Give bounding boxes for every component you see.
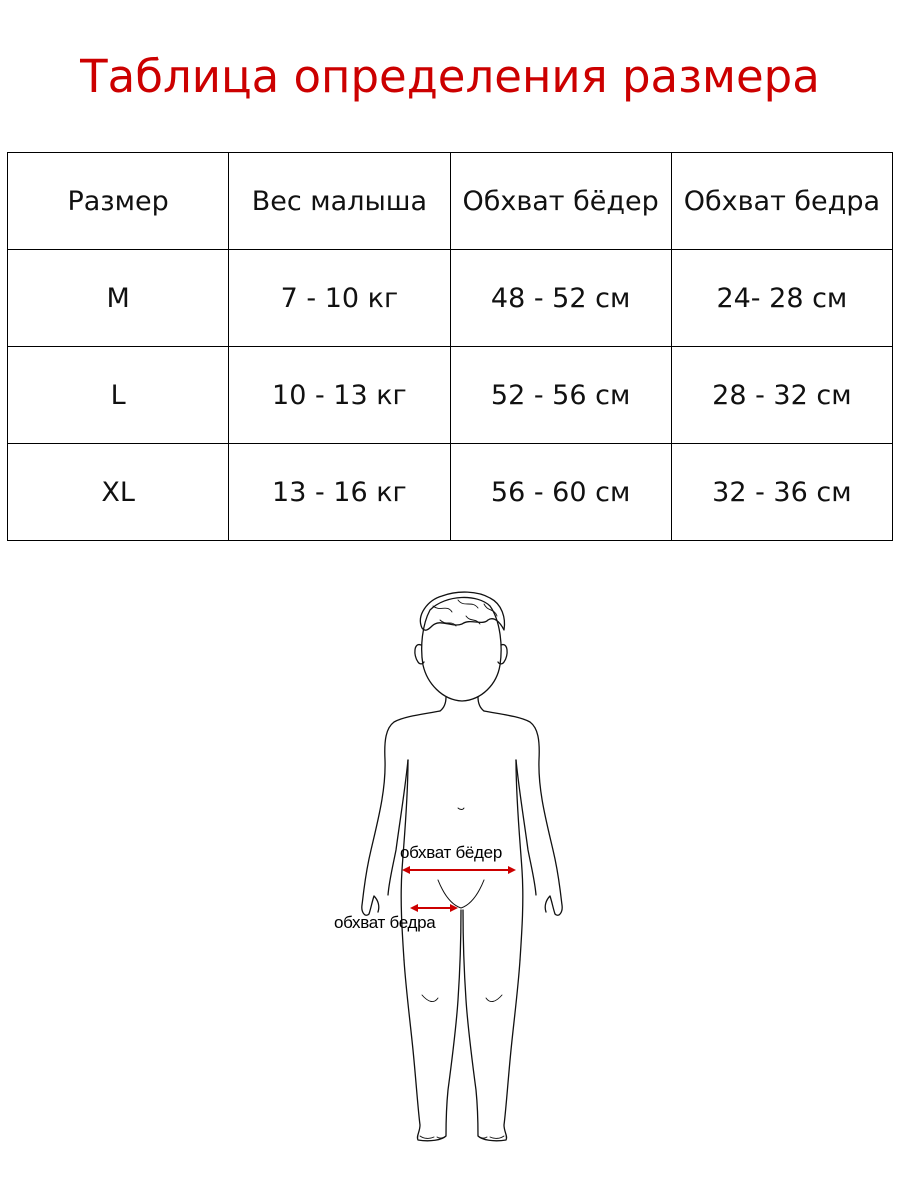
head-outline [422, 597, 501, 701]
cell-size: M [8, 250, 229, 347]
cell-hips: 48 - 52 см [450, 250, 671, 347]
right-leg-outline [463, 910, 520, 1141]
thigh-measure-label: обхват бедра [334, 913, 436, 932]
header-hips: Обхват бёдер [450, 153, 671, 250]
cell-hips: 56 - 60 см [450, 444, 671, 541]
table-row [8, 444, 893, 541]
cell-thigh: 28 - 32 см [671, 347, 892, 444]
header-size: Размер [8, 153, 229, 250]
left-leg-outline [404, 910, 461, 1141]
hip-measure-label: обхват бёдер [400, 843, 502, 862]
size-table [7, 152, 893, 541]
cell-thigh: 32 - 36 см [671, 444, 892, 541]
header-weight: Вес малыша [229, 153, 450, 250]
cell-size: L [8, 347, 229, 444]
cell-thigh: 24- 28 см [671, 250, 892, 347]
page-title: Таблица определения размера [80, 50, 820, 103]
cell-weight: 13 - 16 кг [229, 444, 450, 541]
header-thigh: Обхват бедра [671, 153, 892, 250]
table-row [8, 347, 893, 444]
table-row [8, 250, 893, 347]
child-outline-illustration [0, 570, 900, 1200]
cell-size: XL [8, 444, 229, 541]
cell-weight: 10 - 13 кг [229, 347, 450, 444]
table-header-row [8, 153, 893, 250]
child-figure [0, 570, 900, 1200]
cell-hips: 52 - 56 см [450, 347, 671, 444]
cell-weight: 7 - 10 кг [229, 250, 450, 347]
